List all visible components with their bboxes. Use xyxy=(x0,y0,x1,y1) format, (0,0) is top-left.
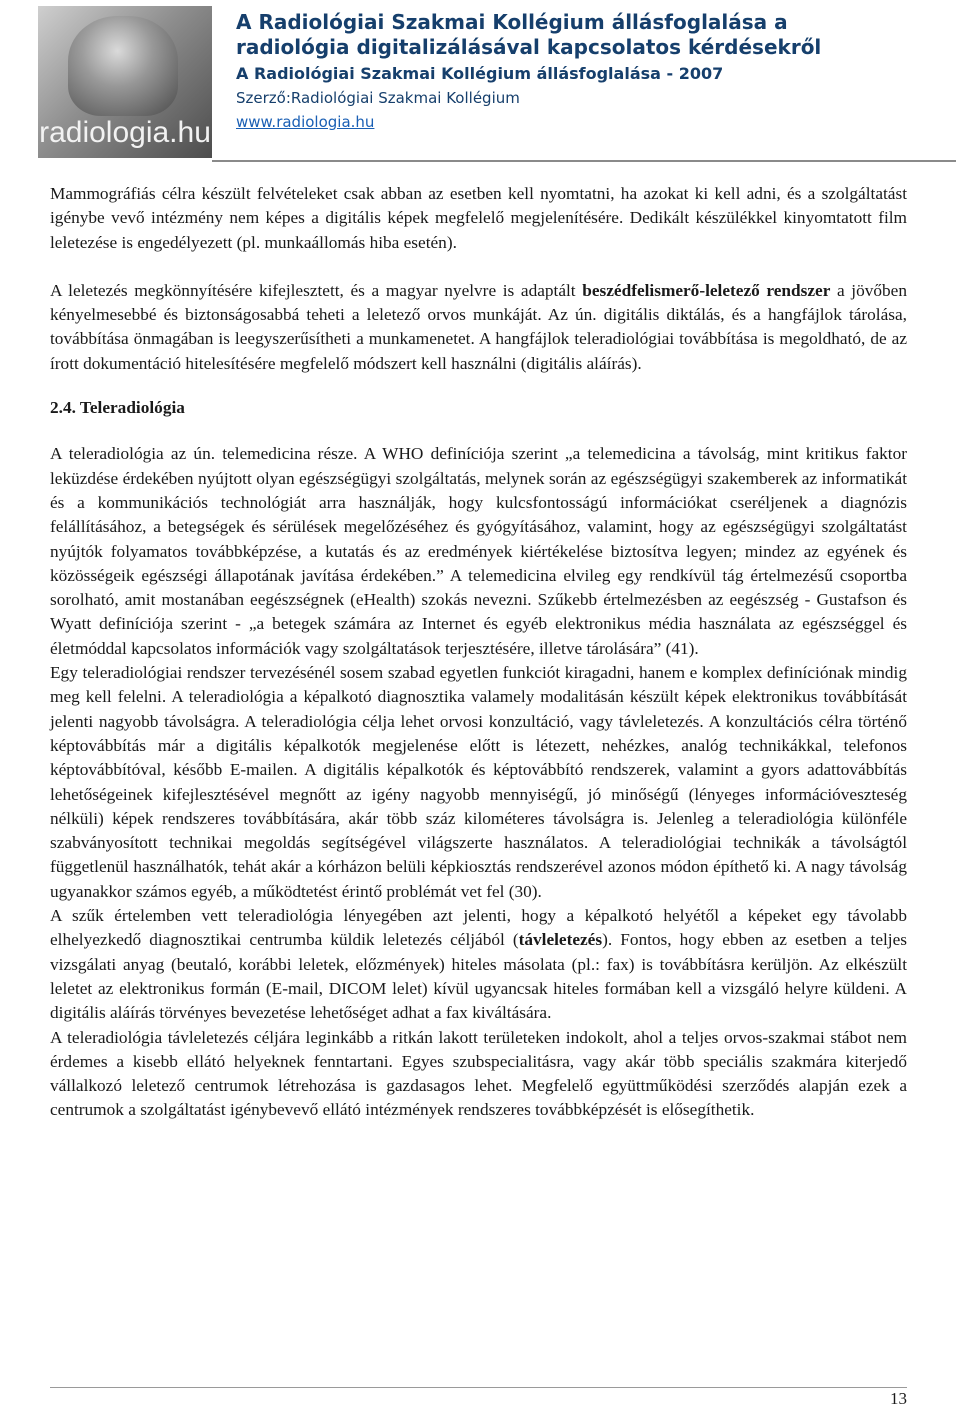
paragraph-mammography: Mammográfiás célra készült felvételeket csak abban az esetben kell nyomtatni, ha azokat ki kell adni, és a szolgáltatást igénybe vevő intézmény nem képes a digitális képek megfelelő megjelenítésére. Dedikált készülékkel kinyomtatott film leletezése is engedélyezett (pl. munkaállomás hiba esetén). xyxy=(50,184,907,252)
header-url-link[interactable]: www.radiologia.hu xyxy=(236,113,375,131)
p2-text-a: A leletezés megkönnyítésére kifejlesztett, és a magyar nyelvre is adaptált xyxy=(50,280,583,300)
page-number: 13 xyxy=(890,1389,907,1408)
footer-divider xyxy=(50,1387,907,1388)
header-divider xyxy=(212,160,956,162)
paragraph-speech-recognition xyxy=(50,279,907,376)
document-body xyxy=(50,182,907,1123)
header-author: Szerző:Radiológiai Szakmai Kollégium xyxy=(236,89,520,107)
header-subtitle: A Radiológiai Szakmai Kollégium állásfoglalása - 2007 xyxy=(236,64,724,83)
p5-bold-term: távleletezés xyxy=(518,930,603,950)
radiologia-logo xyxy=(38,6,212,158)
paragraph-sparse-areas: A teleradiológia távleletezés céljára leginkább a ritkán lakott területeken indokolt, ahol a teljes orvos-szakmai stábot nem érdemes a kisebb ellátó helyeknek fenntartani. Egyes szubspecialitásra, vagy akár több speciális szakmára kiterjedő vállalkozó leletező centrumok létrehozása is gazdasagos lehet. Megfelelő együttműködési szerződés alapján ezek a centrumok a szolgáltatást igénybevevő ellátó intézmények rendszeres továbbképzését is elősegíthetik. xyxy=(50,1027,907,1120)
document-header xyxy=(236,10,936,134)
header-title-line-1: A Radiológiai Szakmai Kollégium állásfoglalása a xyxy=(236,10,788,34)
section-heading: 2.4. Teleradiológia xyxy=(50,398,185,418)
logo-graphic xyxy=(68,16,178,116)
paragraph-telemedicine: A teleradiológia az ún. telemedicina része. A WHO definíciója szerint „a telemedicina a távolság, mint kritikus faktor leküzdése érdekében nyújtott olyan egészségügyi szolgáltatás, melynek során az egészségügyi szakemberek az informatikát és a kommunikációs technológiát arra használják, hogy kulcsfontosságú információkat cseréljenek a diagnózis felállításához, a betegségek és sérülések megelőzéséhez és gyógyításához, valamint, hogy az egészségügyi szolgáltatást nyújtók folyamatos továbbképzése, a kutatás és az eredmények kiértékelése biztosítva legyen; mindez az egyének és közösségeik egészségi állapotának javítása érdekében.” A telemedicina elvileg egy rendkívül tág értelmezésű csoportba sorolható, amit mostanában eegészségnek (eHealth) szokás nevezni. Szűkebb értelmezésben az eegészség - Gustafson és Wyatt definíciója szerint - „a betegek számára az Internet és egyéb elektronikus média használata az egészséggel és életmóddal kapcsolatos információk vagy szolgáltatások terjesztésére, illetve tárolására” (41). xyxy=(50,444,907,658)
logo-text: radiologia.hu xyxy=(39,116,211,149)
p2-text-b: a jövőben kényelmesebbé és biztonságosabbá teheti a leletező orvos munkáját. Az ún. digitális diktálás, és a hangfájlok tárolása, továbbítása önmagában is leegyszerűsítheti a munkamenetet. A hangfájlok teleradiológiai továbbítása is megoldható, de az írott dokumentáció hitelesítésére megfelelő módszert kell használni (digitális aláírás). xyxy=(50,280,907,373)
paragraph-remote-reporting xyxy=(50,904,907,1025)
p5-text-b: ). Fontos, hogy ebben az esetben a teljes vizsgálati anyag (beutaló, korábbi leletek, előzmények) hiteles másolata (pl.: fax) is továbbításra kerüljön. Az elkészült leletet az elektronikus formán (E-mail, DICOM lelet) kívül ugyancsak hiteles formában kell a vizsgáló helyre küldeni. A digitális aláírás törvényes bevezetése lehetőséget adhat a fax kiváltására. xyxy=(50,930,907,1023)
p5-text-a: A szűk értelemben vett teleradiológia lényegében azt jelenti, hogy a képalkotó helyétől a képeket egy távolabb elhelyezkedő diagnosztikai centrumba küldik leletezés céljából ( xyxy=(50,906,907,950)
p2-bold-term: beszédfelismerő-leletező rendszer xyxy=(582,280,831,300)
header-title-line-2: radiológia digitalizálásával kapcsolatos kérdésekről xyxy=(236,35,822,59)
paragraph-teleradiology-system: Egy teleradiológiai rendszer tervezésénél sosem szabad egyetlen funkciót kiragadni, hanem e komplex definíciónak mindig meg kell felelni. A teleradiológia a képalkotó diagnosztika valamely modalitásán készült képek elektronikus továbbítását jelenti nagyobb távolságra. A teleradiológia célja lehet orvosi konzultáció, vagy távleletezés. A konzultációs célra történő képtovábbítás már a digitális képalkotók megjelenése előtt is létezett, nehézkes, analóg technikákkal, telefonos képtovábbítóval, később E-mailen. A digitális képalkotók és képtovábbító rendszerek, valamint a gyors adattovábbítás lehetőségeinek kifejlesztésével megnőtt az igény nagyobb mennyiségű, jó minőségű (lényeges információveszteség nélküli) képek rendszeres továbbítására, akár több száz kilométeres távolságra is. Jelenleg a teleradiológia különféle szabványosított technikai megoldás segítségével világszerte használatos. A teleradiológiai technikák a távolságtól függetlenül használhatók, tehát akár a kórházon belüli képkiosztás rendszerével azonos módon építhető ki. A nagy távolság ugyanakkor számos egyéb, a működtetést érintő problémát vet fel (30). xyxy=(50,663,907,901)
